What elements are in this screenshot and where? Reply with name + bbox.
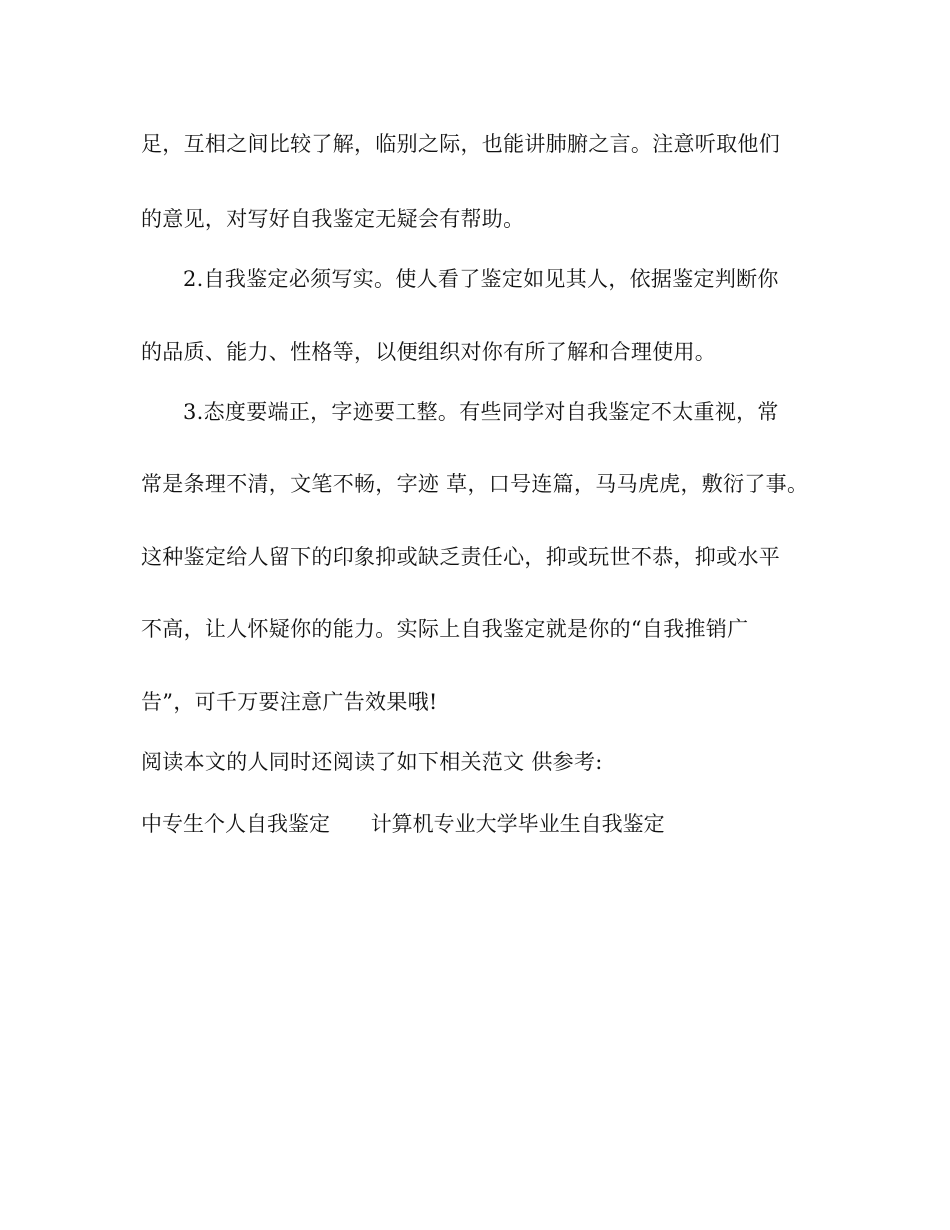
paragraph-line: 常是条理不清，文笔不畅，字迹 草，口号连篇，马马虎虎，敷衍了事。 <box>141 472 809 496</box>
paragraph-line: 这种鉴定给人留下的印象抑或缺乏责任心，抑或玩世不恭，抑或水平 <box>141 545 780 569</box>
related-link-computer-graduate[interactable]: 计算机专业大学毕业生自我鉴定 <box>370 812 665 836</box>
related-articles-heading: 阅读本文的人同时还阅读了如下相关范文 供参考: <box>141 750 603 774</box>
paragraph-line: 告”，可千万要注意广告效果哦! <box>141 690 438 714</box>
paragraph-line: 2.自我鉴定必须写实。使人看了鉴定如见其人，依据鉴定判断你 <box>183 267 779 291</box>
related-articles-links <box>141 810 665 838</box>
paragraph-line: 3.态度要端正，字迹要工整。有些同学对自我鉴定不太重视，常 <box>183 400 779 424</box>
paragraph-line: 不高，让人怀疑你的能力。实际上自我鉴定就是你的“自我推销广 <box>141 617 749 641</box>
paragraph-line: 足，互相之间比较了解，临别之际，也能讲肺腑之言。注意听取他们 <box>141 132 780 156</box>
paragraph-line: 的品质、能力、性格等，以便组织对你有所了解和合理使用。 <box>141 340 717 364</box>
paragraph-line: 的意见，对写好自我鉴定无疑会有帮助。 <box>141 207 525 231</box>
related-link-secondary-school[interactable]: 中专生个人自我鉴定 <box>141 812 330 836</box>
